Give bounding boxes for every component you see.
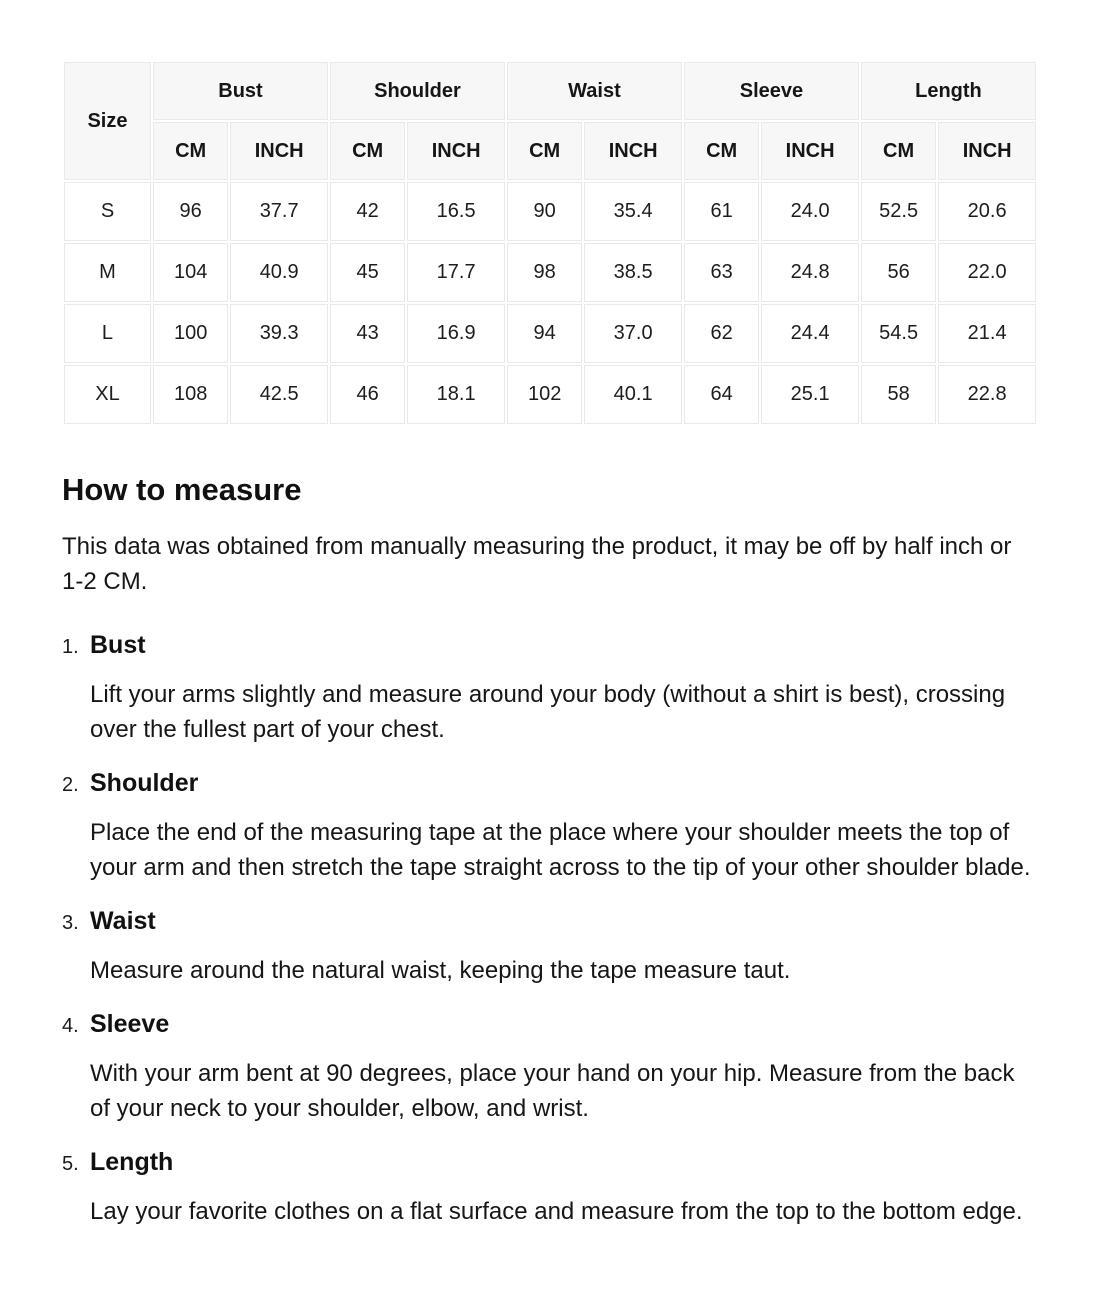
unit-header-inch: INCH: [584, 122, 682, 180]
step-heading: [62, 768, 1038, 798]
step-number: 2.: [62, 774, 79, 796]
step-description: Measure around the natural waist, keeping the tape measure taut.: [90, 957, 791, 984]
table-cell: 54.5: [861, 304, 936, 363]
table-cell: 40.1: [584, 365, 682, 424]
table-row-size-xl: [64, 365, 1036, 424]
how-to-measure-title: How to measure: [62, 472, 302, 507]
table-cell: 96: [153, 182, 228, 241]
step-label: Shoulder: [90, 769, 199, 797]
table-cell: 52.5: [861, 182, 936, 241]
step-description: Lay your favorite clothes on a flat surface and measure from the top to the bottom edge.: [90, 1198, 1023, 1225]
list-item-waist: [62, 906, 1038, 988]
unit-header-inch: INCH: [407, 122, 505, 180]
column-group-shoulder: Shoulder: [330, 62, 505, 120]
step-number: 3.: [62, 912, 79, 934]
step-label: Length: [90, 1148, 174, 1176]
table-cell: 16.9: [407, 304, 505, 363]
size-cell: S: [64, 182, 151, 241]
table-cell: 24.8: [761, 243, 859, 302]
step-heading: [62, 906, 1038, 936]
table-cell: 38.5: [584, 243, 682, 302]
step-number: 4.: [62, 1015, 79, 1037]
table-cell: 64: [684, 365, 759, 424]
step-number: 5.: [62, 1153, 79, 1175]
table-cell: 39.3: [230, 304, 328, 363]
table-cell: 22.8: [938, 365, 1036, 424]
table-cell: 62: [684, 304, 759, 363]
unit-header-cm: CM: [507, 122, 582, 180]
step-description: Place the end of the measuring tape at the place where your shoulder meets the top of your arm and then stretch the tape straight across to the tip of your other shoulder blade.: [90, 819, 1031, 881]
table-cell: 61: [684, 182, 759, 241]
table-cell: 104: [153, 243, 228, 302]
column-group-sleeve: Sleeve: [684, 62, 859, 120]
table-cell: 37.0: [584, 304, 682, 363]
unit-header-cm: CM: [861, 122, 936, 180]
table-row-size-l: [64, 304, 1036, 363]
table-cell: 20.6: [938, 182, 1036, 241]
table-cell: 63: [684, 243, 759, 302]
table-cell: 21.4: [938, 304, 1036, 363]
table-cell: 56: [861, 243, 936, 302]
size-cell: XL: [64, 365, 151, 424]
column-group-bust: Bust: [153, 62, 328, 120]
table-cell: 40.9: [230, 243, 328, 302]
list-item-sleeve: [62, 1009, 1038, 1126]
step-label: Bust: [90, 631, 146, 659]
measure-steps-list: [62, 630, 1038, 1229]
step-heading: [62, 1147, 1038, 1177]
step-label: Sleeve: [90, 1010, 170, 1038]
table-cell: 90: [507, 182, 582, 241]
table-cell: 18.1: [407, 365, 505, 424]
table-cell: 24.0: [761, 182, 859, 241]
unit-header-cm: CM: [153, 122, 228, 180]
size-chart-table: [62, 60, 1038, 426]
unit-header-cm: CM: [330, 122, 405, 180]
list-item-bust: [62, 630, 1038, 747]
list-item-shoulder: [62, 768, 1038, 885]
step-heading: [62, 630, 1038, 660]
header-unit-row: [64, 122, 1036, 180]
table-cell: 43: [330, 304, 405, 363]
table-cell: 16.5: [407, 182, 505, 241]
table-cell: 35.4: [584, 182, 682, 241]
table-cell: 42: [330, 182, 405, 241]
table-cell: 25.1: [761, 365, 859, 424]
step-description: Lift your arms slightly and measure around your body (without a shirt is best), crossing over the fullest part of your chest.: [90, 681, 1006, 743]
unit-header-inch: INCH: [230, 122, 328, 180]
column-group-length: Length: [861, 62, 1036, 120]
table-cell: 45: [330, 243, 405, 302]
table-cell: 98: [507, 243, 582, 302]
size-cell: L: [64, 304, 151, 363]
table-cell: 94: [507, 304, 582, 363]
list-item-length: [62, 1147, 1038, 1229]
size-chart-body: [64, 182, 1036, 424]
step-number: 1.: [62, 636, 79, 658]
table-cell: 17.7: [407, 243, 505, 302]
table-cell: 58: [861, 365, 936, 424]
step-description: With your arm bent at 90 degrees, place your hand on your hip. Measure from the back of your neck to your shoulder, elbow, and wrist.: [90, 1060, 1015, 1122]
table-cell: 108: [153, 365, 228, 424]
table-cell: 102: [507, 365, 582, 424]
table-row-size-s: [64, 182, 1036, 241]
table-cell: 22.0: [938, 243, 1036, 302]
table-cell: 46: [330, 365, 405, 424]
table-cell: 42.5: [230, 365, 328, 424]
column-group-waist: Waist: [507, 62, 682, 120]
table-cell: 37.7: [230, 182, 328, 241]
unit-header-inch: INCH: [938, 122, 1036, 180]
unit-header-inch: INCH: [761, 122, 859, 180]
table-cell: 100: [153, 304, 228, 363]
size-column-header: Size: [64, 62, 151, 180]
step-heading: [62, 1009, 1038, 1039]
unit-header-cm: CM: [684, 122, 759, 180]
header-group-row: [64, 62, 1036, 120]
table-cell: 24.4: [761, 304, 859, 363]
step-label: Waist: [90, 907, 156, 935]
size-chart-header: [64, 62, 1036, 180]
size-cell: M: [64, 243, 151, 302]
table-row-size-m: [64, 243, 1036, 302]
how-to-measure-intro: This data was obtained from manually measuring the product, it may be off by half inch or 1-2 CM.: [62, 533, 1012, 595]
